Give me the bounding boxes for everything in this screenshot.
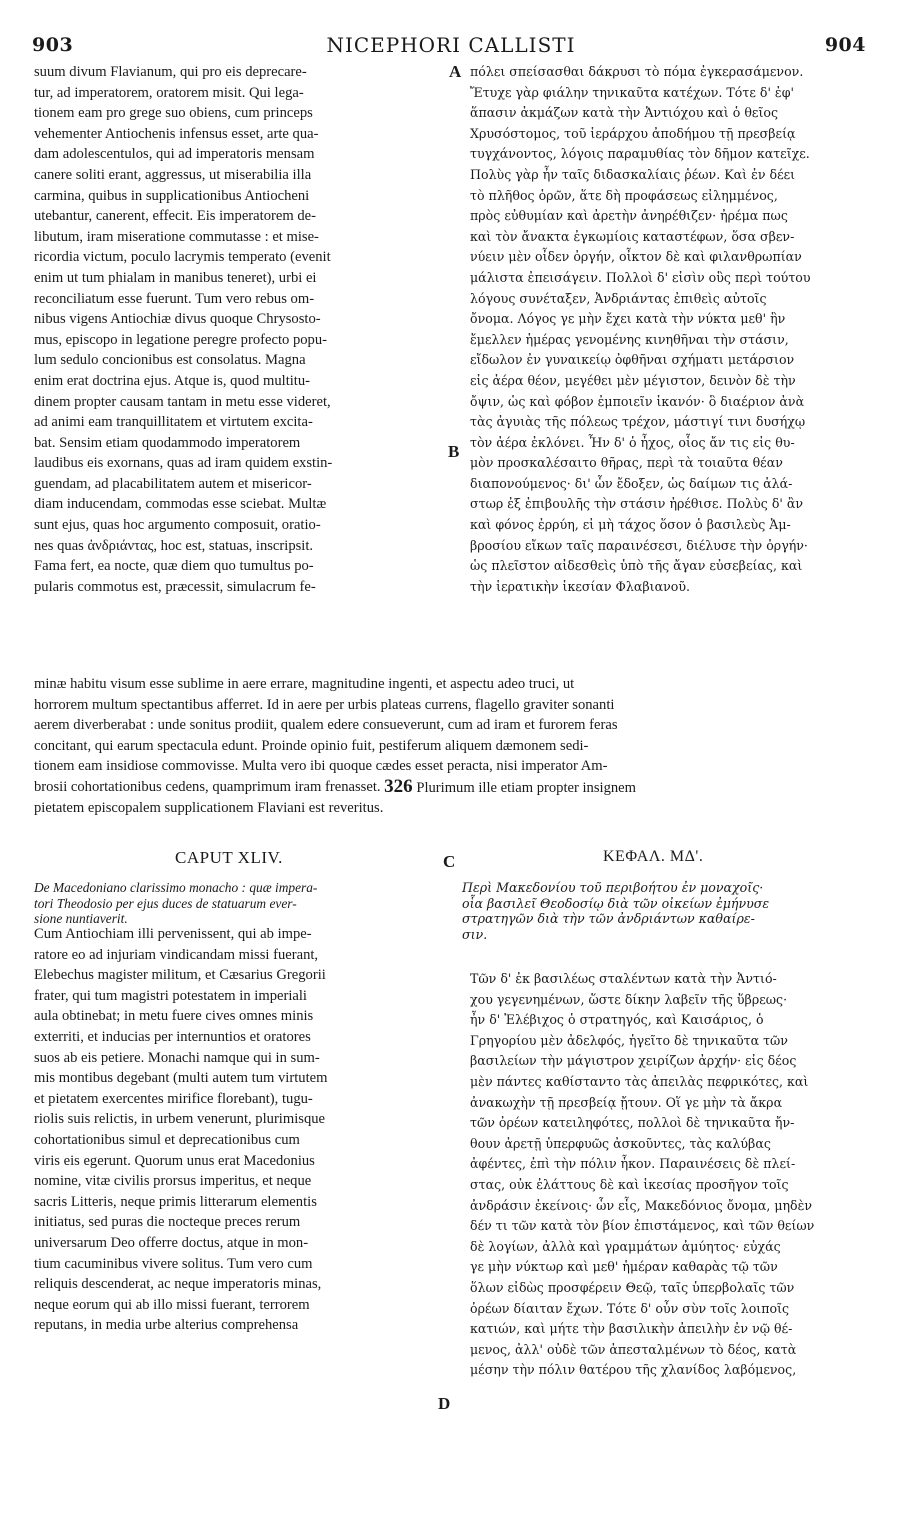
- text-line: οἷα βασιλεῖ Θεοδοσίῳ διὰ τῶν οἰκείων ἐμήνυσε: [462, 895, 770, 911]
- text-line: sione nuntiaverit.: [34, 911, 128, 926]
- text-line: aula obtinebat; in metu fuere cives omnes minis: [34, 1008, 314, 1025]
- text-line: enim erat doctrina ejus. Atque is, quod multitu-: [34, 372, 311, 389]
- text-line: γε μὴν νύκτωρ καὶ μεθ' ἡμέραν καθαρὰς τῷ τῶν: [470, 1259, 778, 1275]
- text-line: μενος, ἀλλ' οὐδὲ τῶν ἀπεσταλμένων τὸ δέος, κατὰ: [470, 1341, 797, 1357]
- text-line: ἀνδράσιν ἐκείνοις· ὧν εἷς, Μακεδόνιος ὄνομα, μηδὲν: [470, 1197, 813, 1213]
- text-line: De Macedoniano clarissimo monacho : quæ impera-: [34, 880, 318, 895]
- text-line: tium cacuminibus vivere solitus. Tum vero cum: [34, 1255, 313, 1272]
- text-line: ἔμελλεν ἡμέρας γενομένης κινηθῆναι τὴν στάσιν,: [470, 331, 789, 347]
- text-line: Fama fert, ea nocte, quæ diem quo tumultus po-: [34, 558, 314, 575]
- latin-chapter-summary: [34, 880, 439, 927]
- latin-column-top: [34, 62, 442, 597]
- latin-full-last-line: pietatem episcopalem supplicationem Flaviani est reveritus.: [34, 799, 384, 816]
- text-line: τὸν ἀέρα ἐκλόνει. Ἦν δ' ὁ ἦχος, οἷος ἄν τις εἰς θυ-: [470, 434, 795, 450]
- text-line: canere soliti erant, aggressus, ut miserabilia illa: [34, 166, 312, 183]
- text-line: concitant, qui earum spectacula edunt. Proinde opinio fuit, pestiferum aliquem dæmonem sedi-: [34, 737, 589, 754]
- text-line: sunt ejus, quas hoc argumento composuit, oratio-: [34, 517, 321, 534]
- text-line: θουν ἀρετῇ ὑπερφυῶς ἀσκοῦντες, τὰς καλύβας: [470, 1135, 771, 1151]
- text-line: καὶ φόνος ἐρρύη, εἰ μὴ τάχος ὅσον ὁ βασιλεὺς Ἀμ-: [470, 517, 791, 533]
- text-line: βροσίου εἴκων ταῖς παραινέσεσι, διέλυσε τὴν ὀργήν·: [470, 537, 808, 553]
- text-line: τὰς ἀγυιὰς τῆς πόλεως τρέχον, μάστιγί τινι δυσήχῳ: [470, 414, 806, 430]
- text-line: στας, οὐκ ἐλάττους δὲ καὶ ἱκεσίας προσῆγον τοῖς: [470, 1176, 789, 1192]
- margin-mark-b: B: [448, 442, 460, 461]
- text-line: neque eorum qui ab illo missi fuerant, terrorem: [34, 1296, 310, 1313]
- text-line: ricordia victum, poculo lacrymis temperato (evenit: [34, 249, 331, 266]
- text-line: reconciliatum esse fuerunt. Tum vero rebus om-: [34, 290, 315, 307]
- text-line: viris eis egerunt. Quorum unus erat Macedonius: [34, 1152, 315, 1169]
- text-line: exterriti, et inducias per internuntios et oratores: [34, 1028, 311, 1045]
- text-line: brosii cohortationibus cedens, quamprimum iram frenasset.: [34, 778, 381, 795]
- text-line: τὸ πλῆθος ὁρῶν, ἅτε δὴ προφάσεως εἰλημμένος,: [470, 187, 778, 203]
- text-line: diam inducendam, commodas esse sciebat. Multæ: [34, 496, 327, 513]
- text-line: dam adolescentulos, qui ad imperatoris mensam: [34, 146, 315, 163]
- text-line: laudibus eis exornans, quas ad iram quidem exstin-: [34, 455, 333, 472]
- text-line: σιν.: [462, 926, 488, 942]
- text-line: κατιών, καὶ μήτε τὴν βασιλικὴν ἀπειλὴν ἐν νῷ θέ-: [470, 1321, 793, 1337]
- latin-full-width-text: [34, 674, 870, 818]
- text-line: carmina, quibus in supplicationibus Antiocheni: [34, 187, 310, 204]
- text-line: Γρηγορίου μὲν ἀδελφός, ἡγεῖτο δὲ τηνικαῦτα τῶν: [470, 1032, 788, 1048]
- text-line: μάλιστα ἐπεισάγειν. Πολλοὶ δ' εἰσὶν οὓς περὶ τούτου: [470, 269, 811, 285]
- latin-chapter-title: CAPUT XLIV.: [175, 848, 283, 867]
- text-line: suos ab eis petiere. Monachi namque qui in sum-: [34, 1049, 320, 1066]
- text-line: τὴν ἱερατικὴν ἱκεσίαν Φλαβιανοῦ.: [470, 578, 690, 594]
- text-line: ὄψιν, ὡς καὶ φόβον ἐμποιεῖν ἱκανόν· ὃ διαέριον ἀνὰ: [470, 393, 805, 409]
- text-line: ὡς πλεῖστον αἰδεσθεὶς ὑπὸ τῆς ἄγαν εὐσεβείας, καὶ: [470, 558, 803, 574]
- greek-column-top: [470, 62, 870, 597]
- text-line: suum divum Flavianum, qui pro eis deprecare-: [34, 64, 307, 80]
- tail-text: Plurimum ille etiam propter insignem: [416, 779, 637, 796]
- text-line: καὶ τὸν ἄνακτα ἐγκωμίοις καταστέφων, ὅσα σβεν-: [470, 228, 795, 244]
- text-line: Ἔτυχε γὰρ φιάλην τηνικαῦτα κατέχων. Τότε δ' ἐφ': [470, 84, 794, 100]
- text-line: Cum Antiochiam illi pervenissent, qui ab impe-: [34, 926, 312, 942]
- text-line: τῶν ὀρέων κατειληφότες, πολλοὶ δὲ τηνικαῦτα ἤν-: [470, 1115, 795, 1131]
- text-line: frater, qui tum magistri potestatem in imperiali: [34, 987, 307, 1004]
- text-line: ὅλων εἰδὼς προσφέρειν Θεῷ, ταῖς ὑπερβολαῖς τῶν: [470, 1279, 795, 1295]
- greek-chapter-title: ΚΕΦΑΛ. ΜΔ'.: [603, 848, 704, 865]
- text-line: Elebechus magister militum, et Cæsarius Gregorii: [34, 967, 326, 984]
- right-page-number: 904: [824, 34, 866, 56]
- text-line: minæ habitu visum esse sublime in aere errare, magnitudine ingenti, et aspectu adeo truci, ut: [34, 676, 575, 692]
- text-line: ἅπασιν ἀκμάζων κατὰ τὴν Ἀντιόχου καὶ ὁ θεῖος: [470, 105, 779, 121]
- text-line: εἴδωλον ἐν γυναικείῳ ὀφθῆναι σχήματι μετάρσιον: [470, 352, 795, 368]
- text-line: ἀνακωχὴν τῇ πρεσβείᾳ ᾔτουν. Οἵ γε μὴν τὰ ἄκρα: [470, 1094, 783, 1110]
- text-line: Περὶ Μακεδονίου τοῦ περιβοήτου ἐν μοναχοῖς·: [462, 880, 764, 895]
- margin-mark-c: C: [443, 852, 456, 871]
- text-line: ὀρέων δίαιταν ἔχων. Τότε δ' οὖν σὺν τοῖς λοιποῖς: [470, 1300, 790, 1316]
- text-line: reliquis descenderat, ac neque imperatoris minas,: [34, 1276, 322, 1293]
- text-line: ratore eo ad injuriam vindicandam missi fuerant,: [34, 946, 319, 963]
- text-line: aerem diverberabat : unde sonitus prodiit, qualem edere consueverunt, cum ad iram et furorem feras: [34, 717, 618, 734]
- margin-mark-d: D: [438, 1394, 451, 1413]
- text-line: nes quas ἀνδριάντας, hoc est, statuas, inscripsit.: [34, 537, 314, 554]
- text-line: tori Theodosio per ejus duces de statuarum ever-: [34, 895, 297, 911]
- text-line: χου γεγενημένων, ὥστε δίκην λαβεῖν τῆς ὕβρεως·: [470, 991, 788, 1007]
- text-line: et pietatem exercentes mirifice florebant), tugu-: [34, 1090, 313, 1107]
- latin-full-tail-line: [34, 777, 870, 798]
- running-title: NICEPHORI CALLISTI: [326, 33, 576, 57]
- latin-column-bottom: [34, 924, 444, 1336]
- text-line: utebantur, canerent, effecit. Eis imperatorem de-: [34, 208, 316, 225]
- text-line: lum sedulo concionibus est consolatus. Magna: [34, 352, 306, 369]
- text-line: Χρυσόστομος, τοῦ ἱεράρχου ἀποδήμου τῇ πρεσβείᾳ: [470, 125, 796, 141]
- text-line: πόλει σπείσασθαι δάκρυσι τὸ πόμα ἐγκερασάμενον.: [470, 64, 804, 79]
- text-line: δέν τι τῶν κατὰ τὸν βίον ἐπιστάμενος, καὶ τῶν θείων: [470, 1218, 815, 1234]
- text-line: nomine, vitæ civilis prorsus imperitus, et neque: [34, 1173, 312, 1190]
- text-line: βασιλείων τὴν μάγιστρον χειρίζων ἀρχήν· εἰς δέος: [470, 1053, 797, 1069]
- text-line: μέσην τὴν πόλιν θατέρου τῆς χλανίδος λαβόμενος,: [470, 1362, 797, 1378]
- text-line: tionem eam insidiose commovisse. Multa vero ibi quoque cædes esset peracta, nisi imperator Am-: [34, 758, 608, 775]
- text-line: cohortationibus simul et deprecationibus cum: [34, 1131, 300, 1148]
- text-line: vehementer Antiochenis infensus esset, arte qua-: [34, 125, 319, 142]
- text-line: μὸν προσκαλέσαιτο θῆρας, περὶ τὰ τοιαῦτα θέαν: [470, 455, 783, 471]
- text-line: μὲν πάντες καθίσταντο τὰς ἀπειλὰς πεφρικότες, καὶ: [470, 1073, 809, 1089]
- text-line: στωρ ἐξ ἐπιβουλῆς τὴν στάσιν ἠρέθισε. Πολὺς δ' ἂν: [470, 496, 804, 512]
- text-line: ἀφέντες, ἐπὶ τὴν πόλιν ἧκον. Παραινέσεις δὲ πλεί-: [470, 1156, 796, 1172]
- text-line: Τῶν δ' ἐκ βασιλέως σταλέντων κατὰ τὴν Ἀντιό-: [470, 971, 777, 986]
- text-line: libutum, iram miseratione commutasse : et mise-: [34, 228, 319, 245]
- text-line: διαπονούμενος· δι' ὧν ἔδοξεν, ὡς δαίμων τις ἀλά-: [470, 475, 793, 491]
- text-line: tionem eam pro grege suo obiens, cum princeps: [34, 105, 313, 122]
- text-line: pularis commotus est, præcessit, simulacrum fe-: [34, 578, 316, 595]
- text-line: εἰς ἀέρα θέον, μεγέθει μὲν μέγιστον, δεινὸν δὲ τὴν: [470, 372, 796, 388]
- text-line: λόγους συνέταξεν, Ἀνδριάντας ἐπιθεὶς αὐτοῖς: [470, 290, 767, 306]
- margin-mark-a: A: [449, 62, 462, 81]
- text-line: ad animi eam tranquillitatem et virtutem excita-: [34, 414, 313, 431]
- text-line: horrorem multum spectantibus afferret. Id in aere per urbis plateas currens, flagello graviter sonanti: [34, 696, 615, 713]
- text-line: νύειν μὲν οἶδεν ὀργήν, οἶκτον δὲ καὶ φιλανθρωπίαν: [470, 249, 802, 265]
- text-line: bat. Sensim etiam quodammodo imperatorem: [34, 434, 301, 451]
- left-page-number: 903: [32, 34, 74, 56]
- text-line: πρὸς εὐθυμίαν καὶ ἀρετὴν ἀνηρέθιζεν· ἠρέμα πως: [470, 208, 788, 224]
- text-line: ὄνομα. Λόγος γε μὴν ἔχει κατὰ τὴν νύκτα μεθ' ἣν: [470, 311, 786, 327]
- text-line: Πολὺς γὰρ ἦν ταῖς διδασκαλίαις ῥέων. Καὶ ἐν δέει: [470, 166, 796, 182]
- text-line: dinem propter causam tantam in metu esse videret,: [34, 393, 331, 410]
- text-line: sacris Litteris, neque primis litterarum elementis: [34, 1193, 317, 1210]
- text-line: guendam, ad placabilitatem autem et misericor-: [34, 475, 312, 492]
- text-line: mis montibus degebant (multi autem tum virtutem: [34, 1070, 328, 1087]
- text-line: initiatus, sed puras die nocteque preces rerum: [34, 1214, 301, 1231]
- text-line: δὲ λογίων, ἀλλὰ καὶ γραμμάτων ἀμύητος· εὐχάς: [470, 1238, 781, 1254]
- greek-column-bottom: [470, 969, 870, 1381]
- text-line: nibus vigens Antiochiæ divus quoque Chrysosto-: [34, 311, 321, 328]
- text-line: mus, episcopo in legatione peregre profecto popu-: [34, 331, 327, 348]
- text-line: tur, ad imperatorem, oratorem misit. Qui lega-: [34, 84, 304, 101]
- text-line: στρατηγῶν διὰ τὴν τῶν ἀνδριάντων καθαίρε-: [462, 911, 755, 926]
- greek-chapter-summary: [462, 880, 872, 942]
- text-line: riolis suis relictis, in urbem venerunt, plurimisque: [34, 1111, 326, 1128]
- text-line: enim ut tum phialam in manibus teneret), urbi ei: [34, 269, 317, 286]
- text-line: reputans, in media urbe alterius comprehensa: [34, 1317, 299, 1334]
- text-line: universarum Deo offerre doctus, atque in mon-: [34, 1234, 309, 1251]
- column-number: 326: [384, 776, 413, 797]
- text-line: τυγχάνοντος, λόγοις παραμυθίας τὸν δῆμον κατεῖχε.: [470, 146, 810, 162]
- text-line: ἦν δ' Ἐλέβιχος ὁ στρατηγός, καὶ Καισάριος, ὁ: [470, 1012, 764, 1028]
